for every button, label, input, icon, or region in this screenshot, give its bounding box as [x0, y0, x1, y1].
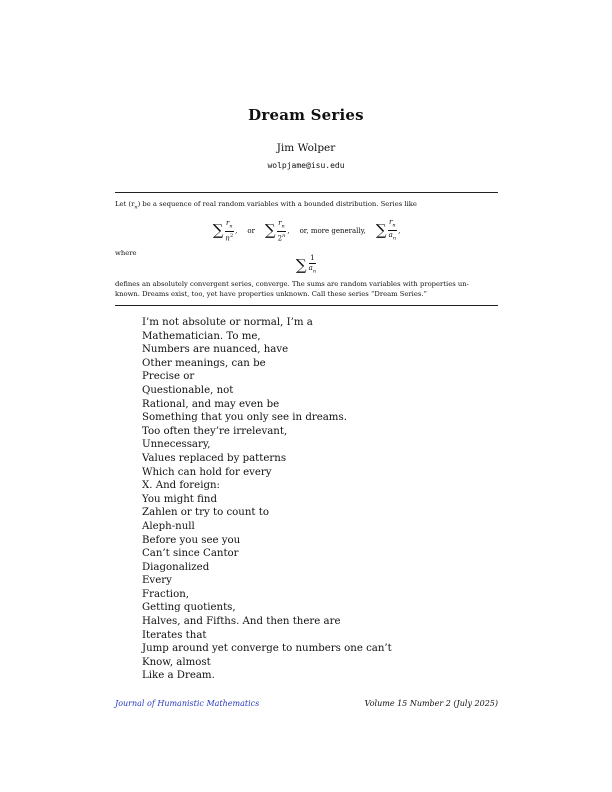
poem-line: Mathematician. To me,	[142, 330, 261, 342]
poem-line: Numbers are nuanced, have	[142, 344, 289, 356]
poem-line: Which can hold for every	[142, 466, 272, 478]
poem-line: Halves, and Fifths. And then there are	[142, 616, 341, 628]
poem-line: Unnecessary,	[142, 439, 211, 451]
poem-line: Every	[142, 575, 172, 587]
author-email: wolpjame@isu.edu	[267, 161, 345, 170]
poem-body	[142, 316, 392, 683]
poem-line: X. And foreign:	[142, 480, 220, 492]
connector-or-more-generally: or, more generally,	[299, 226, 366, 235]
denominator: $a_n$	[308, 264, 317, 275]
abstract-closing-line-1: defines an absolutely convergent series, converge. The sums are random variables with properties un-	[115, 280, 469, 288]
poem-line: Aleph-null	[142, 520, 195, 532]
poem-line: Jump around yet converge to numbers one can’t	[142, 643, 392, 655]
fraction	[308, 254, 317, 276]
poem-line: Iterates that	[142, 629, 207, 641]
poem-line: Zahlen or try to count to	[142, 507, 269, 519]
poem-line: Getting quotients,	[142, 602, 236, 614]
poem-line: Questionable, not	[142, 384, 234, 396]
comma: ,	[235, 226, 238, 235]
poem-line: Rational, and may even be	[142, 398, 280, 410]
connector-or: or	[247, 226, 255, 235]
abstract-closing	[115, 279, 498, 299]
formula-one-over-a	[296, 254, 317, 276]
poem-line: Values replaced by patterns	[142, 452, 287, 464]
numerator: 1	[310, 254, 315, 262]
abstract-bottom-rule	[115, 305, 498, 306]
fraction	[277, 218, 290, 244]
abstract-closing-line-2: known. Dreams exist, too, yet have properties unknown. Call these series “Dream Series.”	[115, 290, 428, 298]
volume-info: Volume 15 Number 2 (July 2025)	[364, 699, 498, 708]
poem-line: Too often they’re irrelevant,	[142, 425, 288, 437]
poem-line: Precise or	[142, 371, 195, 383]
poem-line: Other meanings, can be	[142, 357, 266, 369]
sigma-symbol: ∑	[295, 255, 307, 274]
series-formulas	[115, 218, 498, 244]
poem-line: Can’t since Cantor	[142, 548, 239, 560]
sigma-symbol: ∑	[375, 221, 387, 240]
abstract-where: where	[115, 249, 137, 257]
formula-r-over-n-squared	[213, 219, 238, 244]
numerator: $r_n$	[388, 218, 397, 231]
sigma-symbol: ∑	[264, 221, 276, 240]
author-name: Jim Wolper	[276, 142, 336, 154]
abstract-intro-text: Let (r	[115, 200, 135, 208]
abstract-intro-rest: ) be a sequence of real random variables with a bounded distribution. Series like	[137, 200, 417, 208]
numerator: $r_n$	[277, 219, 286, 232]
comma: ,	[287, 226, 290, 235]
abstract-intro-subscript: n	[134, 204, 138, 211]
formula-r-over-2-power-n	[265, 219, 290, 244]
poem-line: Diagonalized	[142, 561, 210, 573]
denominator: $a_n$	[388, 231, 397, 242]
abstract-intro	[115, 199, 498, 212]
poem-line: Before you see you	[142, 534, 241, 546]
poem-line: Something that you only see in dreams.	[142, 412, 347, 424]
poem-line: I’m not absolute or normal, I’m a	[142, 317, 313, 328]
paper-title: Dream Series	[248, 106, 364, 124]
poem-line: Know, almost	[142, 656, 211, 668]
fraction	[388, 218, 397, 244]
fraction	[224, 219, 234, 244]
sigma-symbol: ∑	[212, 221, 224, 240]
reciprocal-series-formula	[115, 254, 498, 276]
abstract-top-rule	[115, 192, 498, 193]
numerator: $r_n$	[225, 219, 234, 232]
formula-r-over-a	[376, 218, 400, 244]
poem-line: You might find	[142, 493, 217, 505]
poem-line: Fraction,	[142, 588, 190, 600]
comma: ,	[398, 226, 401, 235]
denominator: 2$^n$	[277, 232, 286, 243]
poem-line: Like a Dream.	[142, 670, 215, 682]
denominator: $n^2$	[225, 232, 234, 243]
journal-link[interactable]: Journal of Humanistic Mathematics	[115, 699, 260, 708]
